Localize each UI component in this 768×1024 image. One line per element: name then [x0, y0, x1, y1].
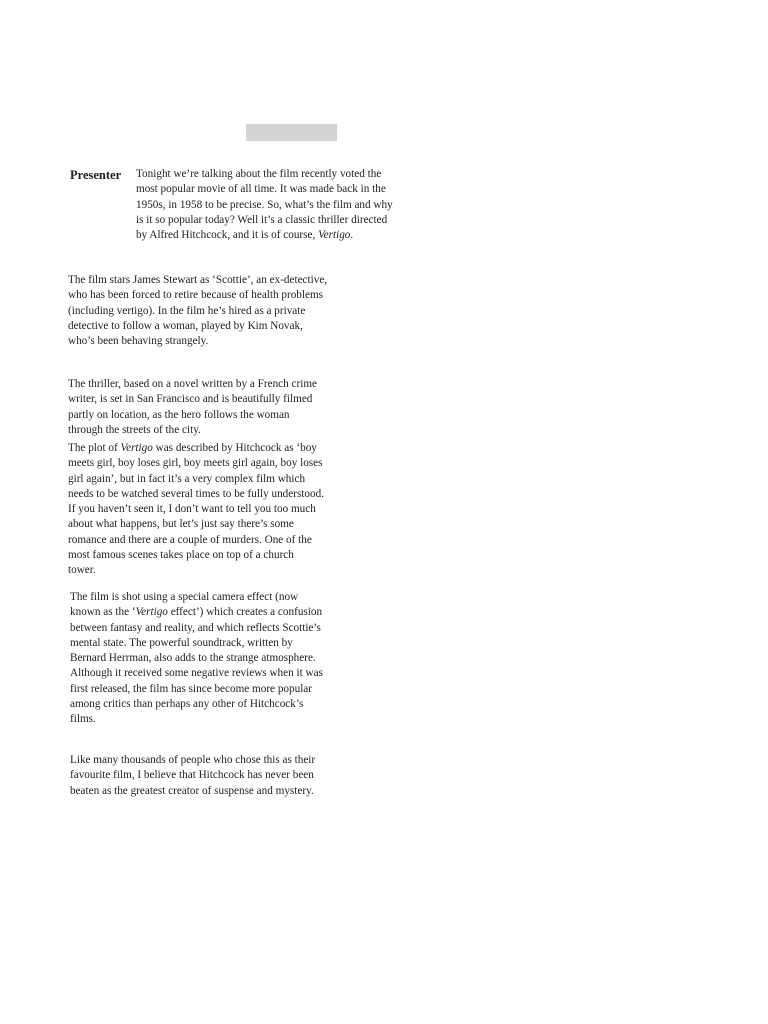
- paragraph-stars: The film stars James Stewart as ‘Scottie’, an ex-detective, who has been forced to retire because of health problems (including vertigo). In the film he’s hired as a private detective to follow a woman, played by Kim Novak, who’s been behaving strangely.: [68, 274, 328, 348]
- paragraph-plot: [68, 441, 324, 579]
- paragraph-camera-effect: [70, 590, 326, 728]
- paragraph-intro: [136, 167, 394, 243]
- gray-heading-bar: [246, 124, 337, 141]
- film-title-italic: Vertigo: [120, 442, 153, 454]
- paragraph-intro-text: Tonight we’re talking about the film recently voted the most popular movie of all time. It was made back in the 1950s, in 1958 to be precise. So, what’s the film and why is it so popular today? Well it’s a classic thriller directed by Alfred Hitchcock, and it is of course,: [136, 168, 393, 242]
- paragraph-plot-rest: was described by Hitchcock as ‘boy meets girl, boy loses girl, boy meets girl again, boy loses girl again’, but in fact it’s a very complex film which needs to be watched several times to be fully understood. If you haven’t seen it, I don’t want to tell you too much about what happens, but let’s just say there’s some romance and there are a couple of murders. One of the most famous scenes takes place on top of a church tower.: [68, 442, 324, 577]
- paragraph-setting: The thriller, based on a novel written by a French crime writer, is set in San Francisco and is beautifully filmed partly on location, as the hero follows the woman through the streets of the city.: [68, 378, 318, 436]
- film-title-italic: Vertigo: [318, 229, 351, 242]
- paragraph-camera-start: The film is shot using a special camera effect (now known as the ‘: [70, 591, 299, 619]
- paragraph-conclusion: Like many thousands of people who chose this as their favourite film, I believe that Hitchcock has never been beaten as the greatest creator of suspense and mystery.: [70, 754, 316, 797]
- paragraph-plot-start: The plot of: [68, 442, 121, 454]
- speaker-label: Presenter: [70, 168, 122, 182]
- paragraph-intro-end: .: [350, 229, 354, 242]
- paragraph-camera-rest: effect’) which creates a confusion between fantasy and reality, and which reflects Scottie’s mental state. The powerful soundtrack, written by Bernard Herrman, also adds to the strange atmosphere. Although it received some negative reviews when it was first released, the film has since become more popular among critics than perhaps any other of Hitchcock’s films.: [70, 606, 323, 726]
- film-title-italic: Vertigo: [135, 606, 168, 619]
